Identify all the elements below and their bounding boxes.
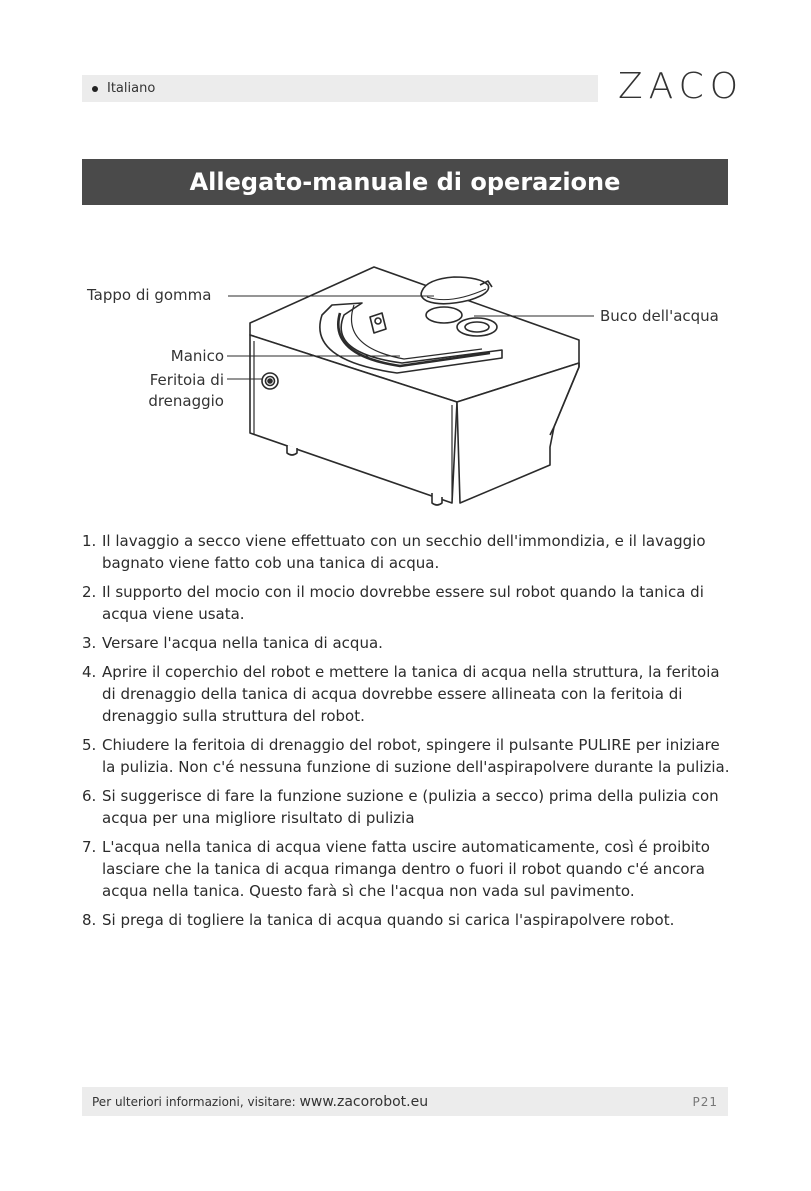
page-number: P21 xyxy=(692,1094,718,1109)
label-rubber-cap: Tappo di gomma xyxy=(87,286,212,304)
language-label: Italiano xyxy=(107,81,156,96)
list-item: 3. Versare l'acqua nella tanica di acqua. xyxy=(82,634,383,652)
label-water-hole: Buco dell'acqua xyxy=(600,307,719,325)
list-item: 4. Aprire il coperchio del robot e mettere la tanica di acqua nella struttura, la feritoia di drenaggio della tanica di acqua dovrebbe essere allineata con la feritoia di drenaggio sulla struttura del robot. xyxy=(82,663,720,725)
instruction-list xyxy=(82,530,732,938)
footer-url-link[interactable]: www.zacorobot.eu xyxy=(299,1093,429,1110)
water-tank-diagram xyxy=(82,255,728,520)
language-bar xyxy=(82,75,598,102)
bullet-icon xyxy=(92,86,98,92)
label-drain-line1: Feritoia di xyxy=(149,371,224,389)
brand-logo: ZACO xyxy=(618,66,745,107)
rubber-cap-shape xyxy=(421,277,488,304)
list-item: 6. Si suggerisce di fare la funzione suzione e (pulizia a secco) prima della pulizia con acqua per una migliore risultato di pulizia xyxy=(82,787,719,827)
label-drain-line2: drenaggio xyxy=(148,392,224,410)
list-item: 8. Si prega di togliere la tanica di acqua quando si carica l'aspirapolvere robot. xyxy=(82,911,675,929)
list-item: 5. Chiudere la feritoia di drenaggio del robot, spingere il pulsante PULIRE per iniziare la pulizia. Non c'é nessuna funzione di suzione dell'aspirapolvere durante la pulizia. xyxy=(82,736,730,776)
list-item: 2. Il supporto del mocio con il mocio dovrebbe essere sul robot quando la tanica di acqua viene usata. xyxy=(82,583,704,623)
page-footer xyxy=(82,1087,728,1116)
footer-info-text: Per ulteriori informazioni, visitare: xyxy=(92,1094,296,1109)
label-handle: Manico xyxy=(170,347,224,365)
list-item: 7. L'acqua nella tanica di acqua viene fatta uscire automaticamente, così é proibito lasciare che la tanica di acqua rimanga dentro o fuori il robot quando c'é ancora acqua nella tanica. Questo farà sì che l'acqua non vada sul pavimento. xyxy=(82,838,710,900)
section-title: Allegato-manuale di operazione xyxy=(82,159,728,205)
footer-info xyxy=(92,1094,428,1110)
list-item: 1. Il lavaggio a secco viene effettuato con un secchio dell'immondizia, e il lavaggio bagnato viene fatto cob una tanica di acqua. xyxy=(82,532,706,572)
